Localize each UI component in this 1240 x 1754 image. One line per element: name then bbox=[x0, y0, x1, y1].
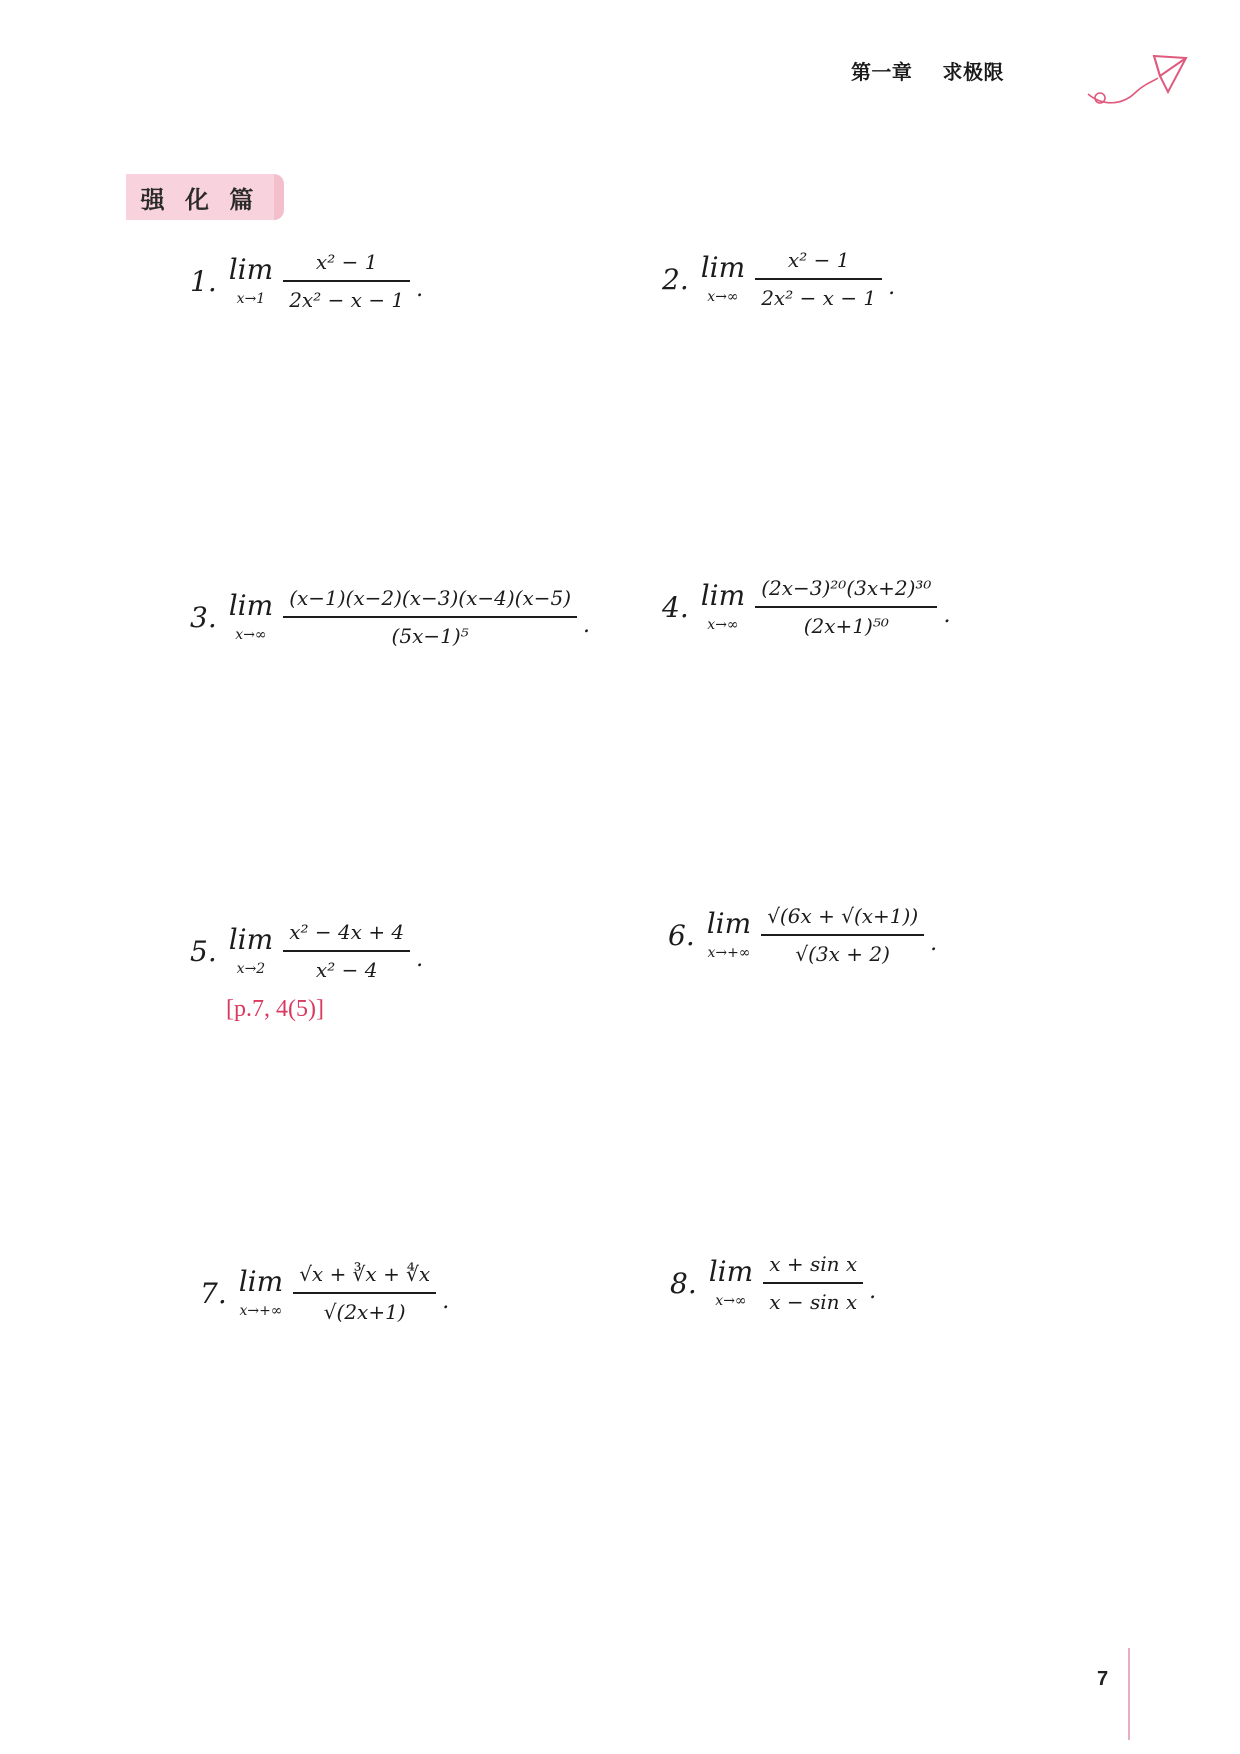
problem-3 bbox=[190, 586, 590, 648]
paper-plane-icon bbox=[1082, 52, 1190, 108]
denominator: 2x² − x − 1 bbox=[761, 286, 877, 310]
limit-operator bbox=[229, 591, 273, 643]
numerator: √x + ∛x + ∜x bbox=[299, 1262, 431, 1286]
problem-number: 3. bbox=[190, 600, 217, 634]
lim-subscript: x→∞ bbox=[715, 1293, 747, 1309]
numerator: x² − 1 bbox=[787, 248, 850, 272]
lim-subscript: x→∞ bbox=[707, 617, 739, 633]
denominator: (5x−1)⁵ bbox=[391, 624, 469, 648]
lim-word: lim bbox=[706, 907, 752, 940]
chapter-label: 第一章 bbox=[850, 62, 913, 84]
lim-word: lim bbox=[228, 253, 274, 286]
denominator: (2x+1)⁵⁰ bbox=[803, 614, 889, 638]
problem-number: 1. bbox=[190, 264, 217, 298]
limit-operator bbox=[701, 581, 745, 633]
end-period: . bbox=[930, 930, 938, 956]
problem-number: 7. bbox=[200, 1276, 227, 1310]
denominator: √(3x + 2) bbox=[795, 942, 890, 966]
lim-word: lim bbox=[238, 1265, 284, 1298]
end-period: . bbox=[583, 612, 591, 638]
lim-subscript: x→1 bbox=[236, 291, 266, 307]
fraction bbox=[761, 904, 924, 966]
fraction bbox=[763, 1252, 863, 1314]
end-period: . bbox=[416, 946, 424, 972]
limit-operator bbox=[239, 1267, 283, 1319]
problem-4 bbox=[662, 576, 950, 638]
limit-operator bbox=[709, 1257, 753, 1309]
problem-number: 4. bbox=[662, 590, 689, 624]
page-rule-divider bbox=[1128, 1648, 1130, 1740]
numerator: (2x−3)²⁰(3x+2)³⁰ bbox=[761, 576, 932, 600]
numerator: x² − 4x + 4 bbox=[289, 920, 405, 944]
denominator: x − sin x bbox=[769, 1290, 858, 1314]
lim-word: lim bbox=[700, 579, 746, 612]
lim-word: lim bbox=[700, 251, 746, 284]
lim-subscript: x→+∞ bbox=[239, 1303, 283, 1319]
problem-5 bbox=[190, 920, 423, 982]
lim-word: lim bbox=[228, 589, 274, 622]
fraction bbox=[283, 250, 410, 312]
problem-number: 8. bbox=[670, 1266, 697, 1300]
problem-6 bbox=[668, 904, 937, 966]
denominator: 2x² − x − 1 bbox=[289, 288, 405, 312]
lim-subscript: x→2 bbox=[236, 961, 266, 977]
limit-operator bbox=[701, 253, 745, 305]
problem-2 bbox=[662, 248, 895, 310]
limit-operator bbox=[707, 909, 751, 961]
lim-word: lim bbox=[228, 923, 274, 956]
problem-1 bbox=[190, 250, 423, 312]
numerator: x² − 1 bbox=[315, 250, 378, 274]
page-reference: [p.7, 4(5)] bbox=[226, 996, 324, 1022]
end-period: . bbox=[416, 276, 424, 302]
end-period: . bbox=[943, 602, 951, 628]
lim-subscript: x→+∞ bbox=[707, 945, 751, 961]
chapter-header bbox=[851, 56, 1004, 85]
lim-subscript: x→∞ bbox=[707, 289, 739, 305]
end-period: . bbox=[888, 274, 896, 300]
section-tag: 强 化 篇 bbox=[126, 174, 274, 220]
problem-number: 5. bbox=[190, 934, 217, 968]
end-period: . bbox=[442, 1288, 450, 1314]
limit-operator bbox=[229, 925, 273, 977]
problem-8 bbox=[670, 1252, 876, 1314]
fraction bbox=[755, 576, 937, 638]
numerator: (x−1)(x−2)(x−3)(x−4)(x−5) bbox=[289, 586, 572, 610]
fraction bbox=[755, 248, 882, 310]
page-number: 7 bbox=[1097, 1668, 1109, 1690]
numerator: √(6x + √(x+1)) bbox=[767, 904, 919, 928]
numerator: x + sin x bbox=[769, 1252, 858, 1276]
fraction bbox=[283, 920, 410, 982]
chapter-title: 求极限 bbox=[942, 62, 1004, 84]
lim-subscript: x→∞ bbox=[235, 627, 267, 643]
problem-number: 6. bbox=[668, 918, 695, 952]
problem-7 bbox=[200, 1262, 449, 1324]
end-period: . bbox=[869, 1278, 877, 1304]
limit-operator bbox=[229, 255, 273, 307]
fraction bbox=[283, 586, 577, 648]
denominator: x² − 4 bbox=[315, 958, 378, 982]
denominator: √(2x+1) bbox=[323, 1300, 406, 1324]
fraction bbox=[293, 1262, 436, 1324]
lim-word: lim bbox=[708, 1255, 754, 1288]
problem-number: 2. bbox=[662, 262, 689, 296]
